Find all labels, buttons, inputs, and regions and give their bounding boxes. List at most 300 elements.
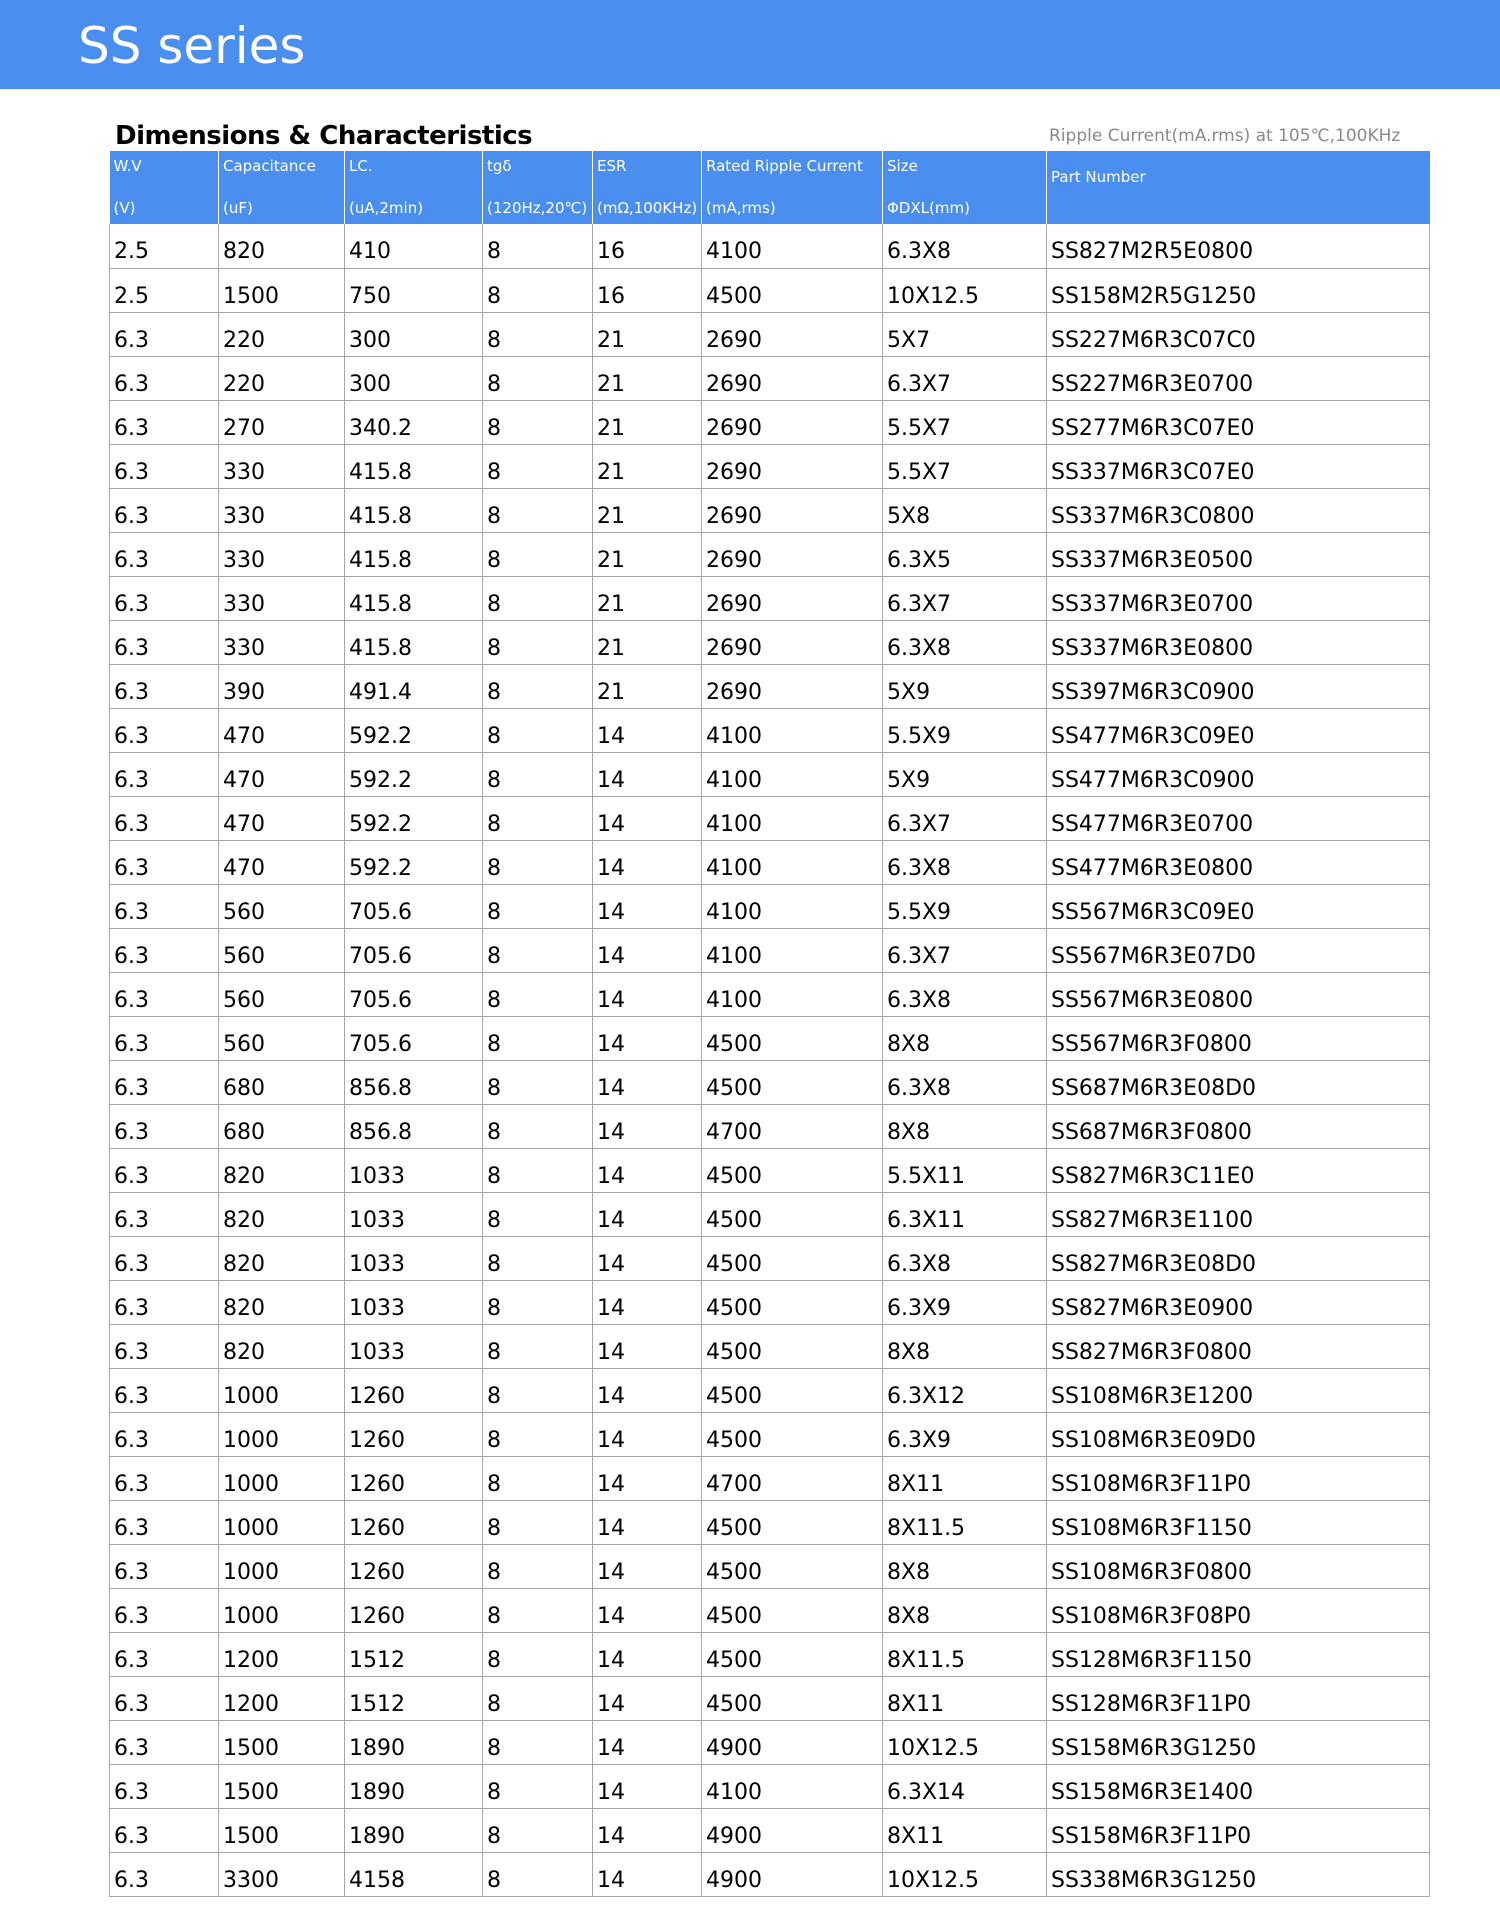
cell-size: 6.3X9 — [883, 1412, 1047, 1456]
cell-part-number: SS827M6R3E0900 — [1047, 1280, 1430, 1324]
table-row — [110, 1060, 1430, 1104]
cell-esr: 14 — [593, 796, 702, 840]
cell-tg-delta: 8 — [483, 1500, 593, 1544]
cell-tg-delta: 8 — [483, 1720, 593, 1764]
cell-wv: 6.3 — [110, 1588, 219, 1632]
cell-wv: 6.3 — [110, 1104, 219, 1148]
cell-esr: 21 — [593, 664, 702, 708]
cell-size: 8X8 — [883, 1016, 1047, 1060]
table-row — [110, 1236, 1430, 1280]
column-header-tg-delta — [483, 151, 593, 224]
cell-tg-delta: 8 — [483, 312, 593, 356]
table-row — [110, 1412, 1430, 1456]
cell-wv: 6.3 — [110, 1324, 219, 1368]
cell-rated-ripple-current: 2690 — [702, 444, 883, 488]
cell-tg-delta: 8 — [483, 1060, 593, 1104]
cell-lc: 750 — [345, 268, 483, 312]
cell-lc: 1033 — [345, 1236, 483, 1280]
series-title: SS series — [78, 17, 306, 75]
cell-part-number: SS108M6R3F11P0 — [1047, 1456, 1430, 1500]
column-header-label: ESR — [597, 157, 627, 175]
cell-wv: 6.3 — [110, 884, 219, 928]
table-row — [110, 708, 1430, 752]
cell-wv: 2.5 — [110, 268, 219, 312]
cell-rated-ripple-current: 4500 — [702, 268, 883, 312]
cell-rated-ripple-current: 4500 — [702, 1280, 883, 1324]
cell-capacitance: 820 — [219, 1324, 345, 1368]
cell-rated-ripple-current: 4500 — [702, 1368, 883, 1412]
cell-part-number: SS108M6R3E09D0 — [1047, 1412, 1430, 1456]
cell-lc: 1890 — [345, 1720, 483, 1764]
column-header-size — [883, 151, 1047, 224]
cell-capacitance: 1000 — [219, 1412, 345, 1456]
cell-capacitance: 680 — [219, 1104, 345, 1148]
cell-esr: 21 — [593, 488, 702, 532]
cell-rated-ripple-current: 2690 — [702, 576, 883, 620]
cell-rated-ripple-current: 4500 — [702, 1192, 883, 1236]
table-row — [110, 1148, 1430, 1192]
cell-lc: 1033 — [345, 1192, 483, 1236]
cell-size: 5.5X7 — [883, 444, 1047, 488]
cell-wv: 6.3 — [110, 444, 219, 488]
table-row — [110, 1192, 1430, 1236]
column-header-unit: (uA,2min) — [349, 199, 424, 217]
table-row — [110, 840, 1430, 884]
cell-wv: 6.3 — [110, 928, 219, 972]
column-header-label: Part Number — [1051, 167, 1146, 186]
cell-lc: 415.8 — [345, 532, 483, 576]
cell-rated-ripple-current: 4500 — [702, 1632, 883, 1676]
table-row — [110, 488, 1430, 532]
cell-rated-ripple-current: 4100 — [702, 1764, 883, 1808]
cell-esr: 14 — [593, 1852, 702, 1896]
cell-esr: 21 — [593, 356, 702, 400]
cell-tg-delta: 8 — [483, 444, 593, 488]
cell-tg-delta: 8 — [483, 532, 593, 576]
cell-wv: 6.3 — [110, 1280, 219, 1324]
cell-part-number: SS827M6R3C11E0 — [1047, 1148, 1430, 1192]
cell-capacitance: 560 — [219, 972, 345, 1016]
cell-size: 6.3X11 — [883, 1192, 1047, 1236]
table-row — [110, 1764, 1430, 1808]
cell-wv: 6.3 — [110, 1544, 219, 1588]
cell-rated-ripple-current: 4500 — [702, 1500, 883, 1544]
cell-esr: 14 — [593, 752, 702, 796]
table-row — [110, 312, 1430, 356]
cell-capacitance: 330 — [219, 444, 345, 488]
cell-part-number: SS277M6R3C07E0 — [1047, 400, 1430, 444]
cell-wv: 6.3 — [110, 356, 219, 400]
cell-size: 6.3X7 — [883, 356, 1047, 400]
cell-esr: 14 — [593, 1808, 702, 1852]
cell-capacitance: 3300 — [219, 1852, 345, 1896]
cell-lc: 856.8 — [345, 1060, 483, 1104]
cell-wv: 6.3 — [110, 312, 219, 356]
cell-part-number: SS567M6R3F0800 — [1047, 1016, 1430, 1060]
cell-size: 6.3X8 — [883, 224, 1047, 268]
cell-rated-ripple-current: 2690 — [702, 488, 883, 532]
cell-lc: 1033 — [345, 1148, 483, 1192]
table-row — [110, 1632, 1430, 1676]
cell-wv: 6.3 — [110, 1016, 219, 1060]
cell-rated-ripple-current: 2690 — [702, 400, 883, 444]
cell-tg-delta: 8 — [483, 576, 593, 620]
cell-capacitance: 330 — [219, 488, 345, 532]
cell-capacitance: 1500 — [219, 1808, 345, 1852]
cell-capacitance: 330 — [219, 576, 345, 620]
cell-capacitance: 1500 — [219, 1764, 345, 1808]
cell-size: 6.3X9 — [883, 1280, 1047, 1324]
cell-capacitance: 820 — [219, 1280, 345, 1324]
table-row — [110, 620, 1430, 664]
cell-tg-delta: 8 — [483, 1192, 593, 1236]
cell-wv: 6.3 — [110, 1808, 219, 1852]
cell-wv: 2.5 — [110, 224, 219, 268]
cell-rated-ripple-current: 2690 — [702, 664, 883, 708]
cell-size: 6.3X8 — [883, 1236, 1047, 1280]
table-row — [110, 400, 1430, 444]
cell-tg-delta: 8 — [483, 884, 593, 928]
cell-part-number: SS337M6R3E0500 — [1047, 532, 1430, 576]
cell-esr: 14 — [593, 1764, 702, 1808]
cell-rated-ripple-current: 2690 — [702, 532, 883, 576]
cell-tg-delta: 8 — [483, 840, 593, 884]
column-header-unit: (mΩ,100KHz) — [597, 199, 698, 217]
cell-wv: 6.3 — [110, 1368, 219, 1412]
cell-lc: 410 — [345, 224, 483, 268]
cell-lc: 592.2 — [345, 708, 483, 752]
cell-size: 8X11 — [883, 1676, 1047, 1720]
cell-size: 10X12.5 — [883, 1720, 1047, 1764]
cell-size: 5X9 — [883, 664, 1047, 708]
cell-part-number: SS337M6R3E0800 — [1047, 620, 1430, 664]
cell-size: 5X8 — [883, 488, 1047, 532]
cell-capacitance: 1000 — [219, 1368, 345, 1412]
table-row — [110, 1544, 1430, 1588]
cell-part-number: SS687M6R3F0800 — [1047, 1104, 1430, 1148]
cell-lc: 415.8 — [345, 444, 483, 488]
table-row — [110, 1016, 1430, 1060]
cell-capacitance: 1000 — [219, 1588, 345, 1632]
cell-esr: 14 — [593, 1588, 702, 1632]
table-row — [110, 1676, 1430, 1720]
cell-rated-ripple-current: 4100 — [702, 708, 883, 752]
cell-esr: 14 — [593, 1368, 702, 1412]
cell-size: 5.5X9 — [883, 884, 1047, 928]
cell-size: 8X8 — [883, 1544, 1047, 1588]
cell-rated-ripple-current: 2690 — [702, 356, 883, 400]
cell-capacitance: 1200 — [219, 1632, 345, 1676]
cell-esr: 14 — [593, 1060, 702, 1104]
cell-tg-delta: 8 — [483, 488, 593, 532]
cell-lc: 4158 — [345, 1852, 483, 1896]
table-row — [110, 1104, 1430, 1148]
cell-part-number: SS827M6R3E08D0 — [1047, 1236, 1430, 1280]
table-body — [110, 224, 1430, 1896]
cell-part-number: SS158M6R3E1400 — [1047, 1764, 1430, 1808]
cell-part-number: SS567M6R3C09E0 — [1047, 884, 1430, 928]
cell-tg-delta: 8 — [483, 1412, 593, 1456]
cell-wv: 6.3 — [110, 1852, 219, 1896]
cell-esr: 21 — [593, 576, 702, 620]
ripple-current-note: Ripple Current(mA.rms) at 105℃,100KHz — [1049, 126, 1401, 146]
cell-rated-ripple-current: 4500 — [702, 1148, 883, 1192]
cell-tg-delta: 8 — [483, 1456, 593, 1500]
cell-esr: 14 — [593, 972, 702, 1016]
cell-capacitance: 470 — [219, 752, 345, 796]
cell-wv: 6.3 — [110, 620, 219, 664]
cell-lc: 592.2 — [345, 840, 483, 884]
cell-lc: 1260 — [345, 1412, 483, 1456]
cell-size: 6.3X8 — [883, 620, 1047, 664]
cell-tg-delta: 8 — [483, 928, 593, 972]
cell-size: 8X11.5 — [883, 1500, 1047, 1544]
cell-size: 5.5X11 — [883, 1148, 1047, 1192]
cell-lc: 1260 — [345, 1500, 483, 1544]
cell-lc: 705.6 — [345, 1016, 483, 1060]
cell-tg-delta: 8 — [483, 708, 593, 752]
cell-rated-ripple-current: 4900 — [702, 1808, 883, 1852]
cell-lc: 1260 — [345, 1544, 483, 1588]
cell-lc: 1512 — [345, 1632, 483, 1676]
cell-lc: 705.6 — [345, 972, 483, 1016]
cell-tg-delta: 8 — [483, 1544, 593, 1588]
cell-part-number: SS567M6R3E0800 — [1047, 972, 1430, 1016]
cell-part-number: SS158M6R3F11P0 — [1047, 1808, 1430, 1852]
cell-wv: 6.3 — [110, 1720, 219, 1764]
cell-part-number: SS227M6R3E0700 — [1047, 356, 1430, 400]
cell-part-number: SS128M6R3F1150 — [1047, 1632, 1430, 1676]
cell-tg-delta: 8 — [483, 972, 593, 1016]
column-header-lc — [345, 151, 483, 224]
cell-tg-delta: 8 — [483, 1148, 593, 1192]
cell-wv: 6.3 — [110, 576, 219, 620]
cell-rated-ripple-current: 4900 — [702, 1720, 883, 1764]
cell-lc: 415.8 — [345, 488, 483, 532]
cell-part-number: SS687M6R3E08D0 — [1047, 1060, 1430, 1104]
cell-capacitance: 1000 — [219, 1456, 345, 1500]
cell-size: 5X7 — [883, 312, 1047, 356]
cell-tg-delta: 8 — [483, 1280, 593, 1324]
cell-tg-delta: 8 — [483, 1632, 593, 1676]
cell-esr: 21 — [593, 312, 702, 356]
cell-part-number: SS338M6R3G1250 — [1047, 1852, 1430, 1896]
cell-lc: 300 — [345, 356, 483, 400]
table-row — [110, 268, 1430, 312]
cell-tg-delta: 8 — [483, 1764, 593, 1808]
cell-wv: 6.3 — [110, 796, 219, 840]
cell-rated-ripple-current: 4100 — [702, 840, 883, 884]
table-row — [110, 1852, 1430, 1896]
cell-wv: 6.3 — [110, 400, 219, 444]
cell-rated-ripple-current: 4500 — [702, 1412, 883, 1456]
cell-rated-ripple-current: 4700 — [702, 1456, 883, 1500]
cell-rated-ripple-current: 2690 — [702, 312, 883, 356]
cell-part-number: SS337M6R3C07E0 — [1047, 444, 1430, 488]
cell-esr: 14 — [593, 1632, 702, 1676]
cell-lc: 300 — [345, 312, 483, 356]
cell-wv: 6.3 — [110, 1412, 219, 1456]
cell-esr: 14 — [593, 1324, 702, 1368]
cell-rated-ripple-current: 4100 — [702, 884, 883, 928]
cell-rated-ripple-current: 4500 — [702, 1236, 883, 1280]
cell-tg-delta: 8 — [483, 1368, 593, 1412]
column-header-label: Capacitance — [223, 157, 316, 175]
cell-tg-delta: 8 — [483, 1588, 593, 1632]
cell-lc: 856.8 — [345, 1104, 483, 1148]
cell-tg-delta: 8 — [483, 1852, 593, 1896]
cell-tg-delta: 8 — [483, 1324, 593, 1368]
cell-part-number: SS827M2R5E0800 — [1047, 224, 1430, 268]
cell-capacitance: 1500 — [219, 268, 345, 312]
cell-capacitance: 330 — [219, 532, 345, 576]
cell-capacitance: 820 — [219, 1148, 345, 1192]
table-row — [110, 224, 1430, 268]
cell-rated-ripple-current: 4500 — [702, 1324, 883, 1368]
cell-esr: 14 — [593, 1280, 702, 1324]
cell-size: 6.3X7 — [883, 576, 1047, 620]
cell-size: 8X8 — [883, 1588, 1047, 1632]
cell-esr: 14 — [593, 708, 702, 752]
cell-rated-ripple-current: 4700 — [702, 1104, 883, 1148]
cell-part-number: SS477M6R3C0900 — [1047, 752, 1430, 796]
cell-rated-ripple-current: 4100 — [702, 928, 883, 972]
cell-size: 8X11 — [883, 1808, 1047, 1852]
cell-capacitance: 470 — [219, 840, 345, 884]
cell-esr: 14 — [593, 1148, 702, 1192]
cell-part-number: SS337M6R3C0800 — [1047, 488, 1430, 532]
table-row — [110, 972, 1430, 1016]
cell-esr: 14 — [593, 884, 702, 928]
cell-esr: 21 — [593, 400, 702, 444]
cell-esr: 14 — [593, 1720, 702, 1764]
table-row — [110, 1720, 1430, 1764]
cell-capacitance: 820 — [219, 1192, 345, 1236]
cell-lc: 592.2 — [345, 796, 483, 840]
cell-size: 6.3X5 — [883, 532, 1047, 576]
cell-esr: 16 — [593, 224, 702, 268]
cell-wv: 6.3 — [110, 1060, 219, 1104]
cell-wv: 6.3 — [110, 1764, 219, 1808]
cell-part-number: SS108M6R3F1150 — [1047, 1500, 1430, 1544]
cell-rated-ripple-current: 4500 — [702, 1588, 883, 1632]
cell-size: 5.5X9 — [883, 708, 1047, 752]
cell-rated-ripple-current: 4500 — [702, 1676, 883, 1720]
cell-lc: 1260 — [345, 1368, 483, 1412]
table-row — [110, 1280, 1430, 1324]
cell-wv: 6.3 — [110, 1632, 219, 1676]
cell-size: 6.3X7 — [883, 928, 1047, 972]
cell-part-number: SS128M6R3F11P0 — [1047, 1676, 1430, 1720]
column-header-unit: (120Hz,20℃) — [487, 199, 588, 217]
column-header-part-number — [1047, 151, 1430, 224]
cell-part-number: SS108M6R3E1200 — [1047, 1368, 1430, 1412]
cell-wv: 6.3 — [110, 1500, 219, 1544]
cell-part-number: SS108M6R3F0800 — [1047, 1544, 1430, 1588]
cell-lc: 1890 — [345, 1764, 483, 1808]
cell-lc: 1890 — [345, 1808, 483, 1852]
table-row — [110, 532, 1430, 576]
cell-tg-delta: 8 — [483, 1236, 593, 1280]
cell-tg-delta: 8 — [483, 620, 593, 664]
column-header-capacitance — [219, 151, 345, 224]
cell-esr: 14 — [593, 840, 702, 884]
cell-wv: 6.3 — [110, 1456, 219, 1500]
cell-lc: 1260 — [345, 1456, 483, 1500]
table-row — [110, 576, 1430, 620]
cell-lc: 705.6 — [345, 928, 483, 972]
characteristics-table — [109, 151, 1430, 1897]
cell-lc: 415.8 — [345, 620, 483, 664]
cell-rated-ripple-current: 2690 — [702, 620, 883, 664]
cell-rated-ripple-current: 4100 — [702, 752, 883, 796]
table-row — [110, 444, 1430, 488]
cell-rated-ripple-current: 4500 — [702, 1060, 883, 1104]
cell-wv: 6.3 — [110, 532, 219, 576]
cell-rated-ripple-current: 4500 — [702, 1016, 883, 1060]
cell-esr: 14 — [593, 1016, 702, 1060]
cell-esr: 14 — [593, 1456, 702, 1500]
cell-rated-ripple-current: 4100 — [702, 796, 883, 840]
table-row — [110, 928, 1430, 972]
cell-capacitance: 220 — [219, 312, 345, 356]
cell-size: 6.3X7 — [883, 796, 1047, 840]
column-header-wv — [110, 151, 219, 224]
cell-size: 10X12.5 — [883, 268, 1047, 312]
table-row — [110, 1808, 1430, 1852]
cell-size: 6.3X12 — [883, 1368, 1047, 1412]
cell-lc: 592.2 — [345, 752, 483, 796]
cell-capacitance: 1000 — [219, 1500, 345, 1544]
cell-esr: 16 — [593, 268, 702, 312]
cell-part-number: SS337M6R3E0700 — [1047, 576, 1430, 620]
cell-capacitance: 1200 — [219, 1676, 345, 1720]
cell-capacitance: 820 — [219, 1236, 345, 1280]
table-row — [110, 1588, 1430, 1632]
cell-tg-delta: 8 — [483, 752, 593, 796]
cell-capacitance: 330 — [219, 620, 345, 664]
cell-wv: 6.3 — [110, 752, 219, 796]
cell-esr: 14 — [593, 1192, 702, 1236]
cell-wv: 6.3 — [110, 972, 219, 1016]
cell-esr: 14 — [593, 928, 702, 972]
column-header-unit: (mA,rms) — [706, 199, 776, 217]
table-row — [110, 1324, 1430, 1368]
cell-size: 5X9 — [883, 752, 1047, 796]
cell-part-number: SS227M6R3C07C0 — [1047, 312, 1430, 356]
cell-rated-ripple-current: 4500 — [702, 1544, 883, 1588]
column-header-label: Size — [887, 157, 918, 175]
column-header-unit: (V) — [113, 199, 136, 217]
cell-rated-ripple-current: 4100 — [702, 972, 883, 1016]
column-header-esr — [593, 151, 702, 224]
cell-capacitance: 820 — [219, 224, 345, 268]
cell-part-number: SS477M6R3E0800 — [1047, 840, 1430, 884]
cell-tg-delta: 8 — [483, 224, 593, 268]
cell-esr: 21 — [593, 620, 702, 664]
cell-part-number: SS108M6R3F08P0 — [1047, 1588, 1430, 1632]
cell-tg-delta: 8 — [483, 1676, 593, 1720]
cell-lc: 705.6 — [345, 884, 483, 928]
cell-tg-delta: 8 — [483, 796, 593, 840]
cell-tg-delta: 8 — [483, 268, 593, 312]
cell-capacitance: 270 — [219, 400, 345, 444]
table-row — [110, 664, 1430, 708]
cell-lc: 1033 — [345, 1280, 483, 1324]
cell-part-number: SS158M6R3G1250 — [1047, 1720, 1430, 1764]
cell-tg-delta: 8 — [483, 1104, 593, 1148]
cell-capacitance: 560 — [219, 1016, 345, 1060]
